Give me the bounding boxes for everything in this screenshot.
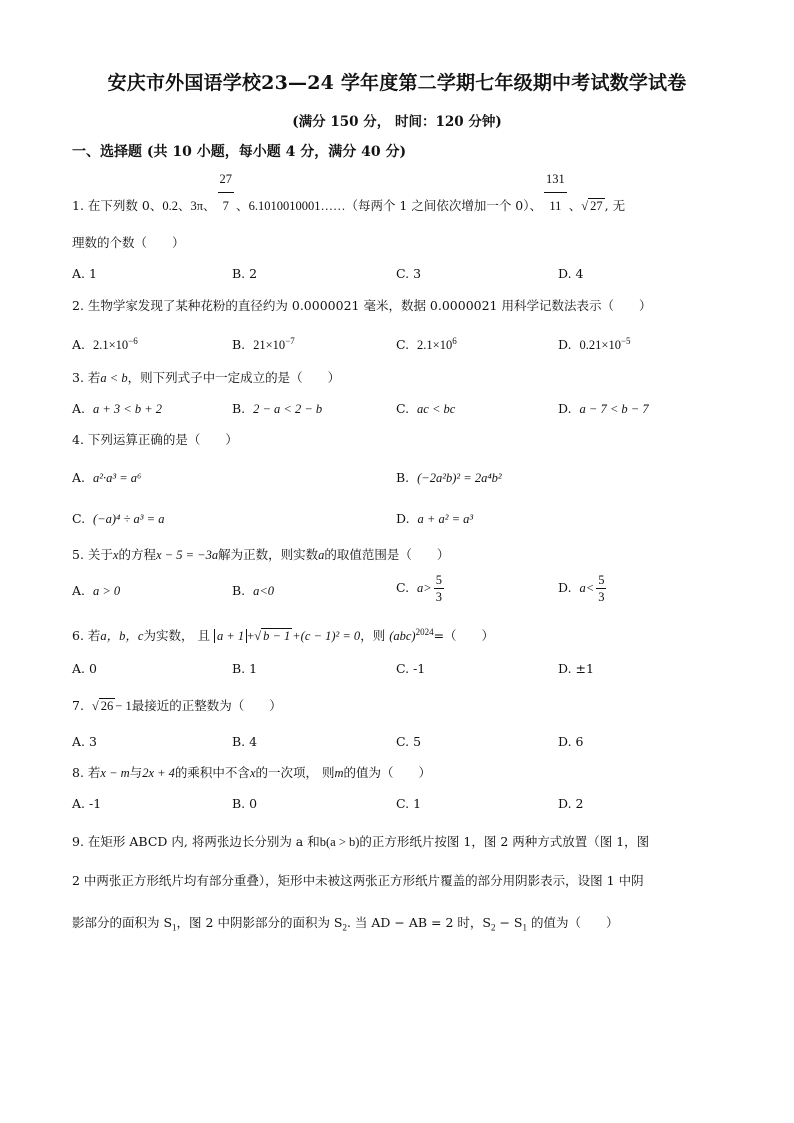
- q4-a-expr: a²·a³ = a⁶: [92, 471, 142, 485]
- q2-d-base: 0.21×10: [579, 338, 621, 353]
- q1-note: （每两个 1 之间依次增加一个 0）、: [345, 198, 543, 213]
- q8-tail: 的值为（ ）: [343, 765, 432, 780]
- q9-sub4: 1: [522, 922, 527, 933]
- q2-c-base: 2.1×10: [417, 338, 453, 353]
- q7-option-a[interactable]: A. 3: [72, 734, 97, 749]
- q5-mid: 的方程: [118, 547, 156, 562]
- q6-mid: 为实数， 且: [143, 628, 210, 644]
- exam-title: 安庆市外国语学校23—24 学年度第二学期七年级期中考试数学试卷: [107, 72, 687, 94]
- question-6: [72, 622, 494, 646]
- q3-option-c[interactable]: [396, 399, 455, 419]
- q2-option-b[interactable]: [232, 331, 295, 355]
- q5-c-fraction: [434, 572, 444, 605]
- q2-option-a[interactable]: [72, 331, 138, 355]
- q1-3pi: 3π: [190, 199, 204, 213]
- q1-sep: 、: [177, 198, 191, 213]
- q1-option-d[interactable]: D. 4: [558, 266, 584, 281]
- q3-option-b[interactable]: [232, 399, 322, 419]
- q6-tail: =（ ）: [433, 628, 495, 644]
- question-1-line2: 理数的个数（ ）: [72, 235, 185, 250]
- q9-line1-c: 的正方形纸片按图 1，图 2 两种方式放置（图 1，图: [359, 834, 650, 849]
- q2-c-label: C.: [396, 337, 410, 353]
- q8-option-d[interactable]: D. 2: [558, 796, 584, 811]
- q2-a-exp: −6: [128, 336, 138, 346]
- question-3: [72, 368, 340, 388]
- q2-option-d[interactable]: [558, 331, 631, 355]
- q7-sqrt: √ 26: [91, 699, 114, 713]
- q6-sqrt-radicand: b − 1: [263, 629, 291, 644]
- question-9-line2: 2 中两张正方形纸片均有部分重叠），矩形中未被这两张正方形纸片覆盖的部分用阴影表示，设图 1 中阴: [72, 873, 644, 888]
- q4-a-label: A.: [72, 470, 86, 485]
- q6-mid2: ，则: [360, 628, 386, 644]
- question-4: 4. 下列运算正确的是（ ）: [72, 432, 238, 447]
- q9-sub3: 2: [491, 922, 496, 933]
- q6-power-exp: 2024: [415, 627, 434, 637]
- q5-option-a[interactable]: [72, 581, 120, 601]
- q5-d-num: 5: [598, 573, 605, 587]
- q4-d-label: D.: [396, 511, 410, 526]
- q1-option-b[interactable]: B. 2: [232, 266, 258, 281]
- q1-option-c[interactable]: C. 3: [396, 266, 422, 281]
- q6-option-d[interactable]: D. ±1: [558, 661, 594, 676]
- q2-a-label: A.: [72, 337, 86, 353]
- q3-condition: a < b: [100, 371, 128, 385]
- q6-lead: 6. 若: [72, 628, 101, 644]
- q5-b-label: B.: [232, 583, 246, 598]
- q3-a-label: A.: [72, 401, 86, 416]
- q3-b-expr: 2 − a < 2 − b: [253, 402, 323, 416]
- q5-d-fraction: [596, 572, 606, 605]
- section-heading: 一、选择题 (共 10 小题，每小题 4 分，满分 40 分): [72, 144, 407, 160]
- q8-option-c[interactable]: C. 1: [396, 796, 422, 811]
- q1-fraction-27-7: [218, 168, 235, 217]
- q4-c-expr: (−a)⁴ ÷ a³ = a: [93, 512, 165, 526]
- q2-option-c[interactable]: [396, 331, 457, 355]
- q8-mid3: 的一次项， 则: [255, 765, 335, 780]
- q5-option-b[interactable]: [232, 581, 274, 601]
- q9-line1-a: 9. 在矩形 ABCD 内, 将两张边长分别为 a 和: [72, 834, 320, 849]
- q4-c-label: C.: [72, 511, 86, 526]
- q2-a-base: 2.1×10: [92, 338, 129, 353]
- q1-lead: 1. 在下列数 0、: [72, 198, 163, 213]
- q3-lead: 3. 若: [72, 370, 101, 385]
- q7-tail: 最接近的正整数为（ ）: [131, 698, 282, 713]
- q9-line3-a: 影部分的面积为 S: [72, 915, 173, 930]
- q5-c-label: C.: [396, 580, 410, 595]
- q1-num-0-2: 0.2: [162, 199, 178, 213]
- q5-b-expr: a<0: [253, 584, 275, 598]
- q1-decimal: 6.1010010001……: [248, 199, 346, 213]
- q7-lead: 7.: [72, 698, 84, 713]
- q8-var-x: x: [249, 766, 256, 780]
- q4-option-a[interactable]: [72, 468, 141, 488]
- q8-option-b[interactable]: B. 0: [232, 796, 258, 811]
- q6-option-b[interactable]: B. 1: [232, 661, 258, 676]
- q5-a-expr: a > 0: [92, 584, 121, 598]
- q4-option-c[interactable]: [72, 509, 164, 529]
- q4-b-expr: (−2a²b)² = 2a⁴b²: [417, 471, 502, 485]
- q7-option-b[interactable]: B. 4: [232, 734, 258, 749]
- q3-c-label: C.: [396, 401, 410, 416]
- q1-tail: , 无: [604, 198, 626, 213]
- q6-square-part: +(c − 1)² = 0: [292, 629, 361, 644]
- question-5: [72, 545, 449, 565]
- q5-equation: x − 5 = −3a: [155, 548, 219, 562]
- q8-var-m: m: [334, 766, 344, 780]
- q8-expr2: 2x + 4: [142, 766, 175, 780]
- q1-f1-den: 7: [222, 199, 229, 213]
- q4-d-expr: a + a² = a³: [417, 512, 474, 526]
- q4-option-d[interactable]: [396, 509, 473, 529]
- q2-b-label: B.: [232, 337, 246, 353]
- q9-line3-b: ，图 2 中阴影部分的面积为 S: [176, 915, 343, 930]
- q5-d-lhs: a<: [579, 581, 595, 595]
- q5-c-lhs: a>: [417, 581, 432, 595]
- q9-sub2: 2: [342, 922, 347, 933]
- q3-option-a[interactable]: [72, 399, 162, 419]
- q5-var-x: x: [112, 548, 119, 562]
- q1-option-a[interactable]: A. 1: [72, 266, 97, 281]
- q5-c-den: 3: [435, 590, 442, 604]
- q8-lead: 8. 若: [72, 765, 101, 780]
- q2-d-exp: −5: [620, 336, 631, 346]
- question-1: [72, 172, 626, 217]
- q3-d-expr: a − 7 < b − 7: [579, 402, 649, 416]
- exam-subtitle: (满分 150 分， 时间：120 分钟): [292, 114, 502, 130]
- q3-a-expr: a + 3 < b + 2: [92, 402, 163, 416]
- q1-sqrt-radicand: 27: [590, 199, 603, 213]
- question-9-line1: [72, 832, 649, 852]
- q5-var-a: a: [318, 548, 325, 562]
- q5-option-c[interactable]: [396, 572, 446, 605]
- q5-d-label: D.: [558, 580, 572, 595]
- q5-lead: 5. 关于: [72, 547, 113, 562]
- q5-a-label: A.: [72, 583, 86, 598]
- q1-f2-num: 131: [544, 168, 567, 193]
- question-8: [72, 763, 431, 783]
- q1-sep: 、: [203, 198, 216, 213]
- question-7: [72, 696, 282, 716]
- q5-tail: 解为正数，则实数: [218, 547, 319, 562]
- q1-f1-num: 27: [218, 168, 235, 193]
- q3-c-expr: ac < bc: [417, 402, 456, 416]
- q3-b-label: B.: [232, 401, 246, 416]
- q4-option-b[interactable]: [396, 468, 502, 488]
- q8-expr1: x − m: [100, 766, 130, 780]
- q3-tail: ，则下列式子中一定成立的是（ ）: [127, 370, 341, 385]
- q2-b-base: 21×10: [253, 338, 286, 353]
- q7-option-c[interactable]: C. 5: [396, 734, 422, 749]
- q6-sqrt: √ b − 1: [254, 629, 291, 644]
- q1-f2-den: 11: [549, 199, 562, 213]
- q7-sqrt-radicand: 26: [100, 699, 114, 713]
- q2-b-exp: −7: [285, 336, 295, 346]
- q5-option-d[interactable]: [558, 572, 608, 605]
- q7-expr-tail: − 1: [115, 699, 132, 713]
- q5-tail2: 的取值范围是（ ）: [324, 547, 450, 562]
- q8-mid2: 的乘积中不含: [174, 765, 250, 780]
- q6-option-a[interactable]: A. 0: [72, 661, 97, 676]
- q6-vars: a，b，c: [100, 629, 144, 644]
- q8-mid: 与: [129, 765, 143, 780]
- q5-d-den: 3: [598, 590, 605, 604]
- q1-fraction-131-11: [544, 168, 567, 217]
- q1-sqrt-27: √ 27: [581, 199, 603, 213]
- q2-d-label: D.: [558, 337, 572, 353]
- question-9-line3: [72, 913, 618, 938]
- q6-option-c[interactable]: C. -1: [396, 661, 426, 676]
- q1-sep: 、: [236, 198, 249, 213]
- q2-c-exp: 6: [452, 336, 457, 346]
- q5-c-num: 5: [435, 573, 442, 587]
- q3-d-label: D.: [558, 401, 572, 416]
- q9-line3-d: − S: [495, 915, 523, 930]
- q9-line1-b: b(a > b): [319, 835, 360, 849]
- q4-b-label: B.: [396, 470, 410, 485]
- q9-line3-e: 的值为（ ）: [526, 915, 619, 930]
- question-2: 2. 生物学家发现了某种花粉的直径约为 0.0000021 毫米，数据 0.0000021 用科学记数法表示（ ）: [72, 298, 652, 313]
- q1-sep: 、: [568, 198, 582, 213]
- q9-sub1: 1: [172, 922, 177, 933]
- q6-plus: +: [247, 629, 255, 644]
- q9-line3-c: . 当 AD − AB = 2 时，S: [346, 915, 491, 930]
- q3-option-d[interactable]: [558, 399, 649, 419]
- q8-option-a[interactable]: A. -1: [72, 796, 102, 811]
- q6-power-base: (abc): [389, 629, 416, 644]
- q6-absolute: a + 1: [214, 629, 247, 643]
- q7-option-d[interactable]: D. 6: [558, 734, 584, 749]
